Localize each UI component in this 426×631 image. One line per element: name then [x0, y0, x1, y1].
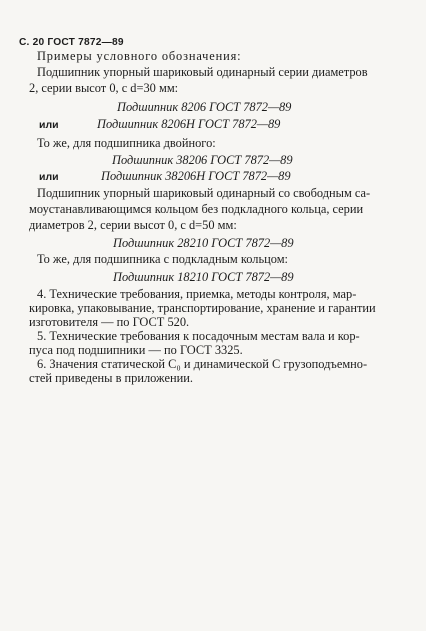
item4-line2: кировка, упаковывание, транспортирование, хранение и гарантии — [29, 301, 376, 315]
designation-38206n: Подшипник 38206Н ГОСТ 7872—89 — [101, 169, 291, 183]
item4-line1: 4. Технические требования, приемка, методы контроля, мар- — [37, 287, 357, 301]
item5-line1: 5. Технические требования к посадочным местам вала и кор- — [37, 329, 360, 343]
designation-28210: Подшипник 28210 ГОСТ 7872—89 — [113, 236, 294, 250]
designation-8206n: Подшипник 8206Н ГОСТ 7872—89 — [97, 117, 281, 131]
section3-line3: диаметров 2, серии высот 0, с d=50 мм: — [29, 218, 237, 232]
or-label-1: или — [39, 119, 59, 131]
item6-line1: 6. Значения статической C₀ и динамической C грузоподъемно- — [37, 357, 368, 371]
designation-8206: Подшипник 8206 ГОСТ 7872—89 — [117, 100, 292, 114]
page-header: С. 20 ГОСТ 7872—89 — [19, 37, 124, 48]
item4-line3: изготовителя — по ГОСТ 520. — [29, 315, 190, 329]
item5-line2: пуса под подшипники — по ГОСТ 3325. — [29, 343, 243, 357]
section3-line2: моустанавливающимся кольцом без подкладного кольца, серии — [29, 202, 364, 216]
section1-intro-line1: Подшипник упорный шариковый одинарный серии диаметров — [37, 65, 368, 79]
item6-line2: стей приведены в приложении. — [29, 371, 193, 385]
section3-line1: Подшипник упорный шариковый одинарный со свободным са- — [37, 186, 371, 200]
examples-title: Примеры условного обозначения: — [37, 49, 242, 63]
section2-intro: То же, для подшипника двойного: — [37, 136, 216, 150]
section4-intro: То же, для подшипника с подкладным кольцом: — [37, 252, 288, 266]
section1-intro-line2: 2, серии высот 0, с d=30 мм: — [29, 81, 179, 95]
or-label-2: или — [39, 171, 59, 183]
designation-38206: Подшипник 38206 ГОСТ 7872—89 — [112, 153, 293, 167]
designation-18210: Подшипник 18210 ГОСТ 7872—89 — [113, 270, 294, 284]
